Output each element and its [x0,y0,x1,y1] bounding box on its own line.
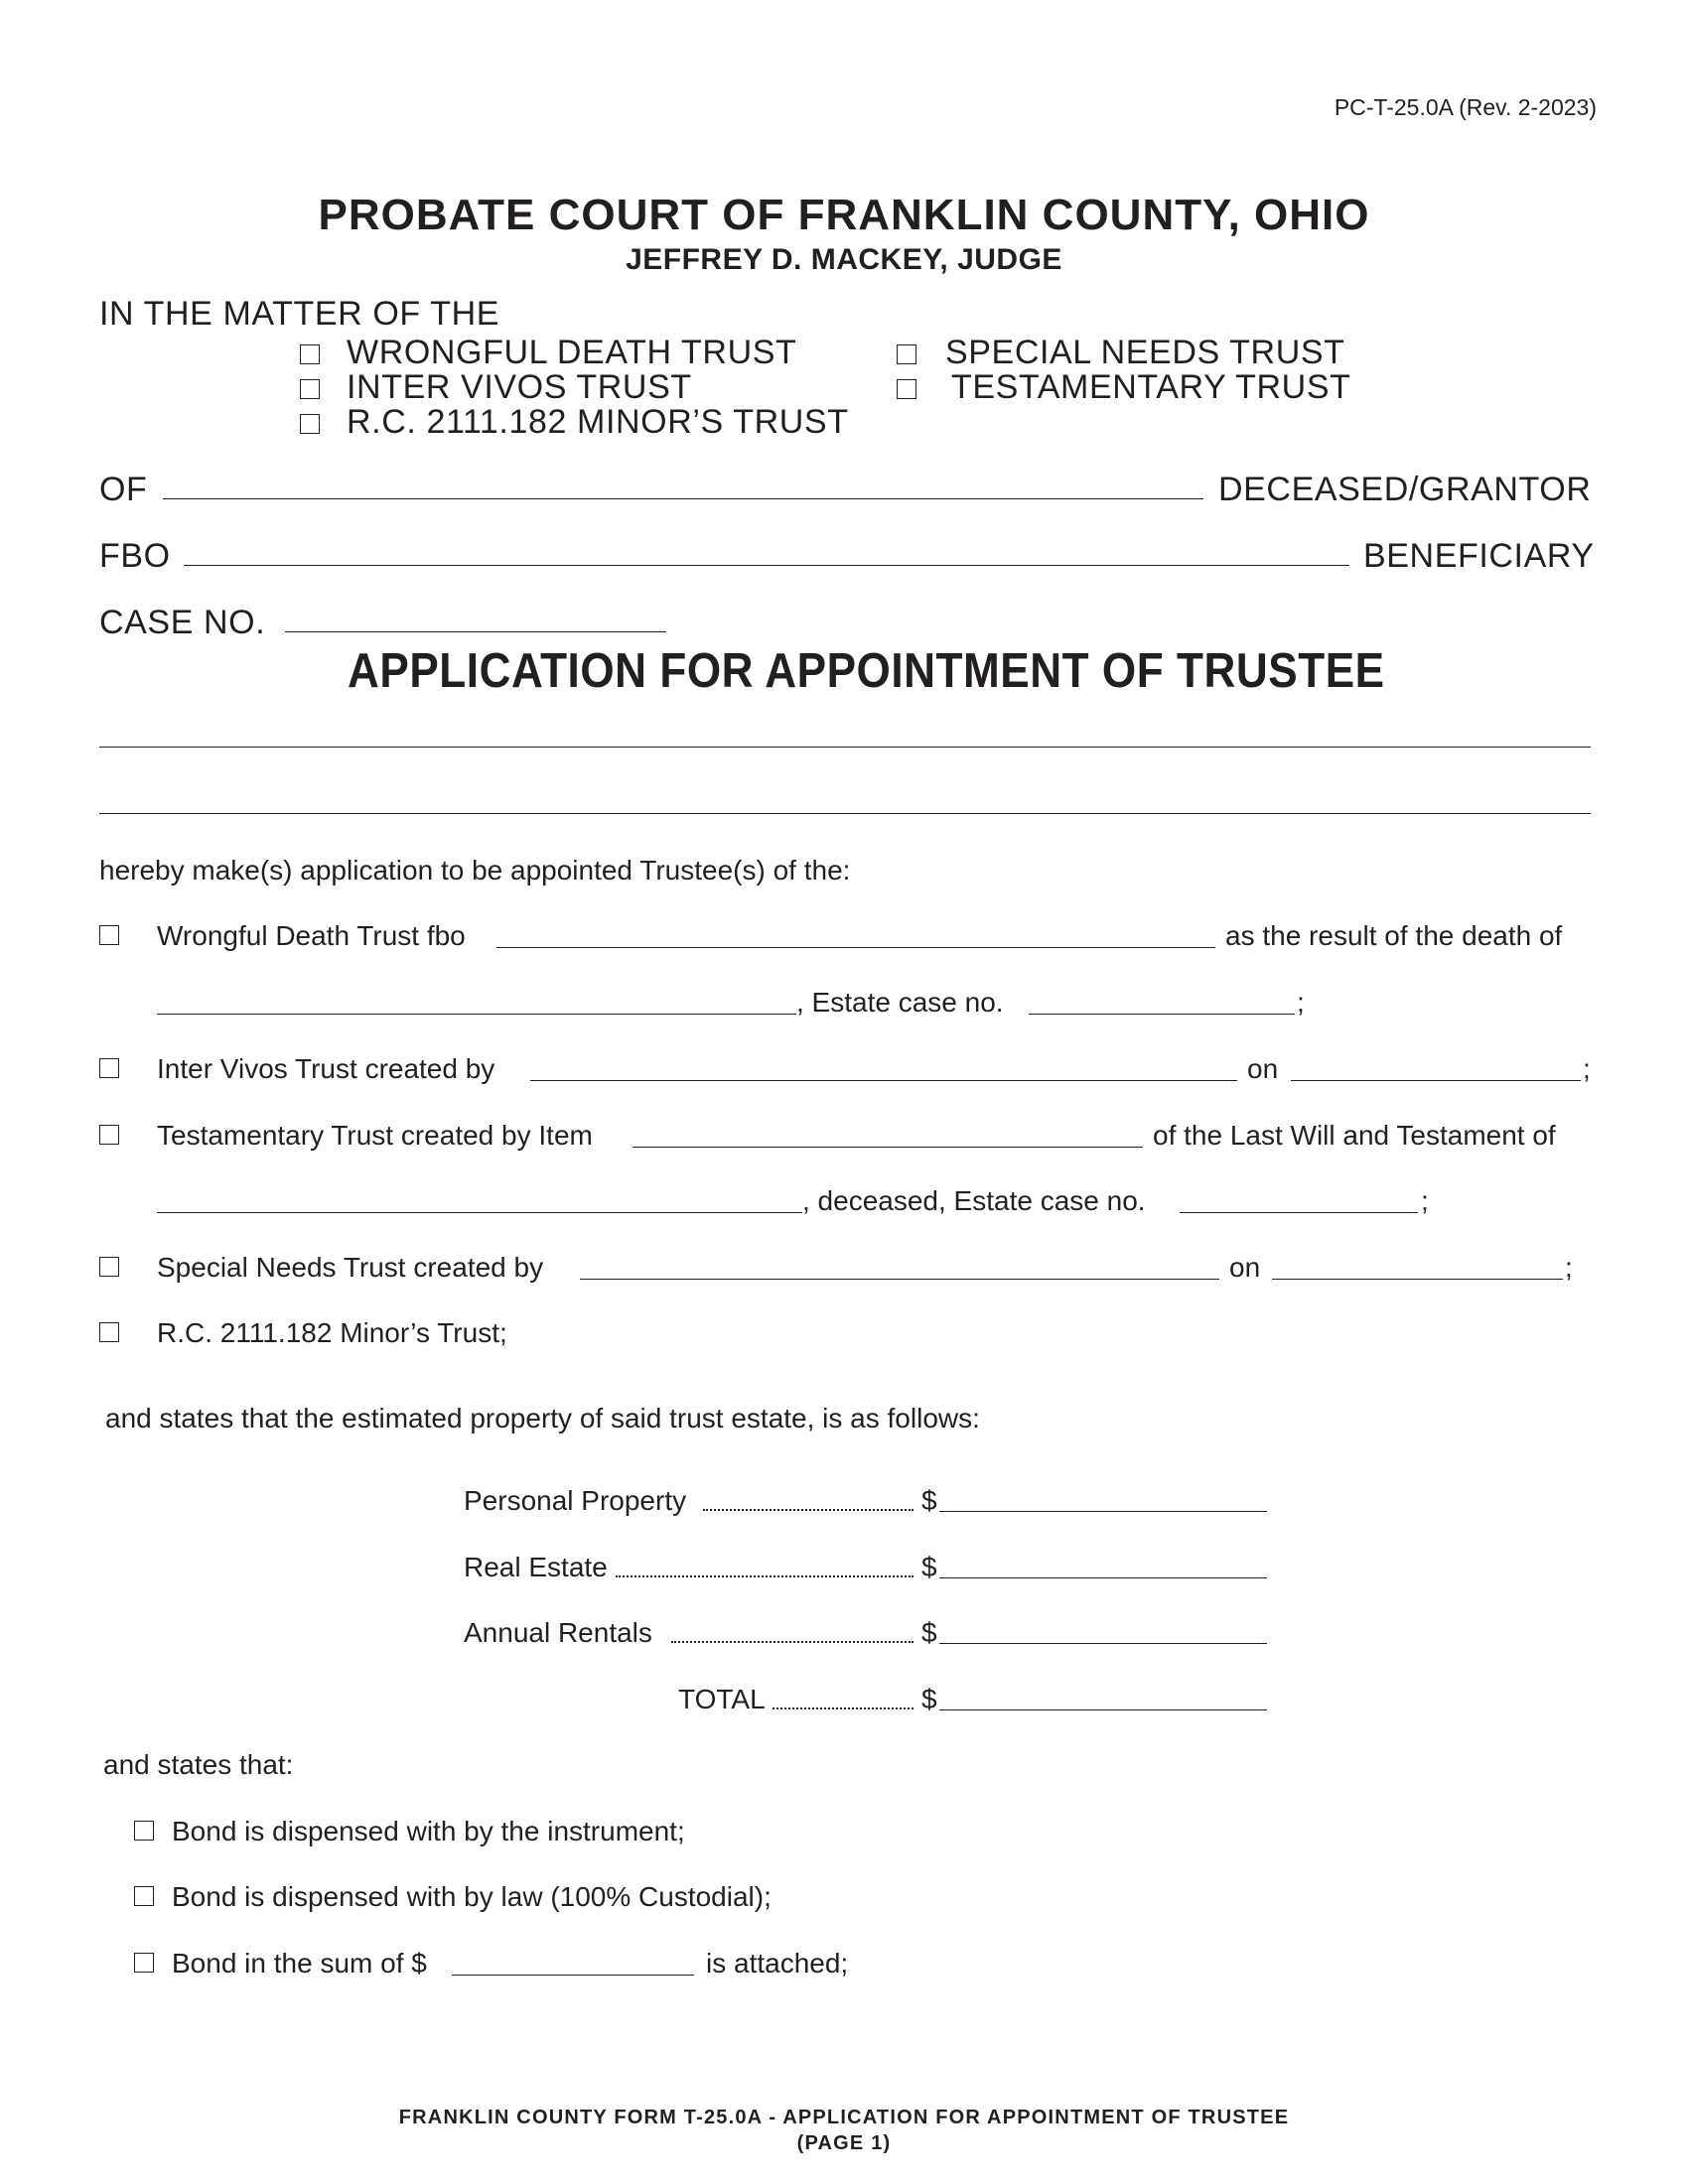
special-needs-end: ; [1565,1252,1573,1283]
inter-vivos-option-label: Inter Vivos Trust created by [157,1053,495,1084]
real-estate-label: Real Estate [464,1552,608,1582]
personal-property-label: Personal Property [464,1485,687,1516]
inter-vivos-end: ; [1583,1053,1591,1084]
annual-rentals-currency: $ [921,1617,937,1648]
deceased-grantor-label: DECEASED/GRANTOR [1218,471,1592,508]
testamentary-estate-case-field[interactable] [1180,1212,1418,1213]
inter-vivos-creator-field[interactable] [530,1080,1237,1081]
form-reference: PC-T-25.0A (Rev. 2-2023) [1334,94,1597,120]
testamentary-trust-label: TESTAMENTARY TRUST [951,368,1351,406]
footer-page: (PAGE 1) [796,2132,892,2154]
bond-law-label: Bond is dispensed with by law (100% Custodial); [172,1881,772,1912]
testamentary-trust-checkbox[interactable] [897,379,916,399]
wrongful-death-death-text: as the result of the death of [1225,920,1563,951]
case-no-label: CASE NO. [99,604,266,641]
applicant-name-field-2[interactable] [99,813,1591,814]
personal-property-leader [703,1509,914,1511]
total-amount-field[interactable] [939,1709,1267,1710]
bond-sum-prefix: Bond in the sum of $ [172,1948,427,1979]
wrongful-death-option-checkbox[interactable] [99,925,119,945]
bond-instrument-label: Bond is dispensed with by the instrument; [172,1816,685,1846]
wrongful-death-trust-label: WRONGFUL DEATH TRUST [347,334,797,371]
wrongful-death-decedent-field[interactable] [157,1014,796,1015]
bond-law-checkbox[interactable] [134,1886,154,1906]
special-needs-date-field[interactable] [1272,1279,1563,1280]
testamentary-option-label: Testamentary Trust created by Item [157,1120,593,1151]
bond-instrument-checkbox[interactable] [134,1821,154,1841]
inter-vivos-trust-checkbox[interactable] [300,379,320,399]
real-estate-leader [616,1575,914,1577]
wrongful-death-option-label: Wrongful Death Trust fbo [157,920,466,951]
wrongful-death-end: ; [1297,987,1305,1018]
real-estate-currency: $ [921,1552,937,1582]
minors-option-label: R.C. 2111.182 Minor’s Trust; [157,1317,507,1348]
annual-rentals-label: Annual Rentals [464,1617,652,1648]
inter-vivos-option-checkbox[interactable] [99,1058,119,1078]
testamentary-option-checkbox[interactable] [99,1125,119,1145]
of-label: OF [99,471,148,508]
application-title: APPLICATION FOR APPOINTMENT OF TRUSTEE [348,644,1385,698]
total-label: TOTAL [678,1684,766,1714]
applicant-name-field-1[interactable] [99,747,1591,748]
minors-trust-label: R.C. 2111.182 MINOR’S TRUST [347,403,849,441]
testamentary-will-text: of the Last Will and Testament of [1153,1120,1556,1151]
wrongful-death-trust-checkbox[interactable] [300,344,320,364]
minors-option-checkbox[interactable] [99,1322,119,1342]
bond-sum-checkbox[interactable] [134,1953,154,1973]
testamentary-end: ; [1421,1185,1429,1216]
deceased-grantor-field[interactable] [163,498,1203,499]
special-needs-trust-checkbox[interactable] [897,344,916,364]
personal-property-currency: $ [921,1485,937,1516]
special-needs-trust-label: SPECIAL NEEDS TRUST [945,334,1345,371]
special-needs-on: on [1229,1252,1261,1283]
states-that-label: and states that: [103,1749,294,1780]
beneficiary-field[interactable] [184,565,1349,566]
footer-title: FRANKLIN COUNTY FORM T-25.0A - APPLICATION FOR APPOINTMENT OF TRUSTEE [398,2107,1290,2128]
matter-label: IN THE MATTER OF THE [99,295,500,333]
inter-vivos-trust-label: INTER VIVOS TRUST [347,368,692,406]
wrongful-death-estate-text: , Estate case no. [796,987,1004,1018]
beneficiary-label: BENEFICIARY [1363,537,1595,575]
special-needs-option-label: Special Needs Trust created by [157,1252,544,1283]
judge-name: JEFFREY D. MACKEY, JUDGE [626,243,1062,276]
wrongful-death-estate-case-field[interactable] [1029,1014,1295,1015]
testamentary-deceased-text: , deceased, Estate case no. [802,1185,1146,1216]
court-title: PROBATE COURT OF FRANKLIN COUNTY, OHIO [318,191,1370,239]
fbo-label: FBO [99,537,171,575]
special-needs-creator-field[interactable] [580,1279,1219,1280]
testamentary-item-field[interactable] [633,1147,1143,1148]
inter-vivos-on: on [1247,1053,1279,1084]
case-no-field[interactable] [285,631,666,632]
property-intro: and states that the estimated property of said trust estate, is as follows: [105,1403,980,1433]
bond-sum-amount-field[interactable] [452,1975,694,1976]
total-leader [773,1707,914,1709]
inter-vivos-date-field[interactable] [1291,1080,1581,1081]
application-intro: hereby make(s) application to be appointed Trustee(s) of the: [99,855,851,886]
minors-trust-checkbox[interactable] [300,414,320,434]
annual-rentals-leader [671,1641,914,1643]
real-estate-amount-field[interactable] [939,1577,1267,1578]
total-currency: $ [921,1684,937,1714]
personal-property-amount-field[interactable] [939,1511,1267,1512]
special-needs-option-checkbox[interactable] [99,1257,119,1277]
testamentary-decedent-field[interactable] [157,1212,802,1213]
wrongful-death-fbo-field[interactable] [496,947,1215,948]
bond-sum-suffix: is attached; [706,1948,849,1979]
annual-rentals-amount-field[interactable] [939,1643,1267,1644]
